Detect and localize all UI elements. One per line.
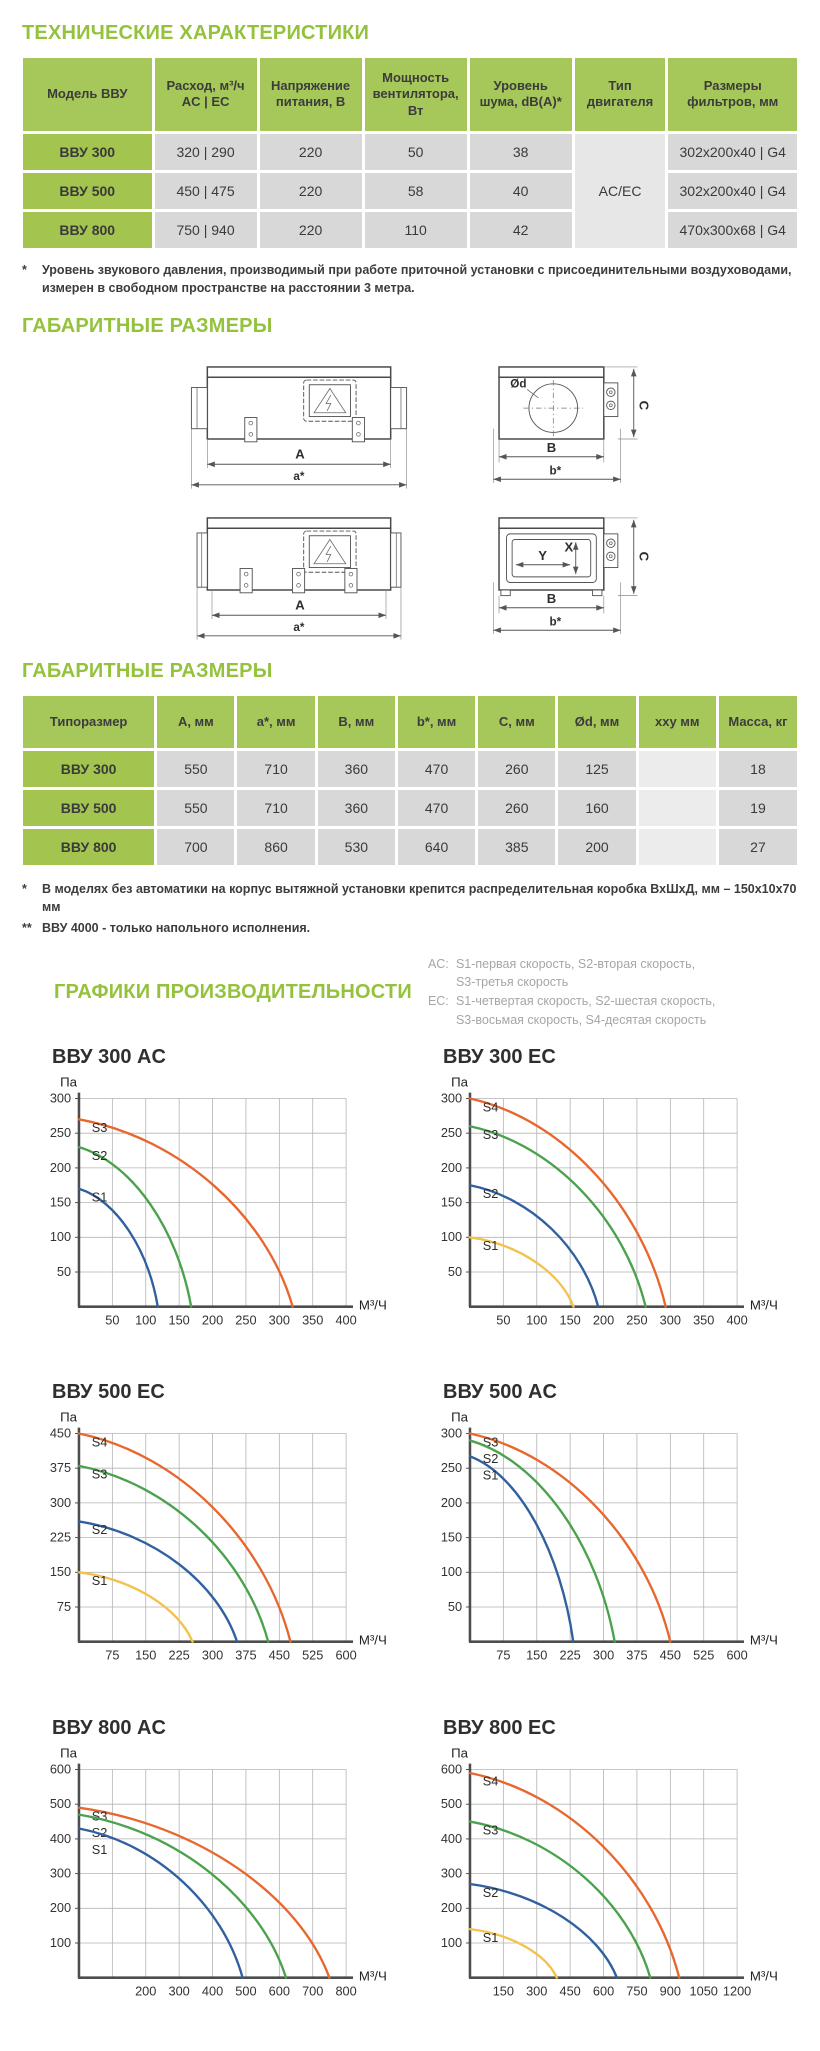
svg-text:S2: S2	[482, 1884, 499, 1900]
dim-label-a-star: a*	[293, 621, 305, 635]
svg-text:100: 100	[49, 1934, 72, 1950]
svg-text:300: 300	[49, 1090, 72, 1106]
svg-text:375: 375	[49, 1460, 72, 1476]
svg-text:700: 700	[302, 1983, 324, 1999]
column-header-motor-type: Тип двигателя	[575, 58, 666, 131]
filter-cell: 302x200x40 | G4	[668, 134, 797, 170]
mounting-bracket	[352, 417, 364, 441]
warning-label-icon	[304, 380, 356, 421]
svg-text:100: 100	[440, 1934, 463, 1950]
dim-cell-empty	[639, 829, 716, 865]
svg-text:75: 75	[105, 1647, 120, 1663]
dim-cell: 260	[478, 751, 555, 787]
table-row	[23, 751, 797, 787]
svg-text:150: 150	[168, 1312, 190, 1328]
svg-text:Па: Па	[451, 1745, 469, 1761]
mounting-bracket	[245, 417, 257, 441]
svg-text:S4: S4	[91, 1434, 108, 1450]
svg-text:150: 150	[492, 1983, 514, 1999]
svg-text:400: 400	[201, 1983, 224, 1999]
cable-gland-box	[604, 534, 618, 568]
footnote-mark: *	[22, 882, 27, 897]
svg-text:200: 200	[440, 1900, 463, 1916]
dim-cell: 200	[558, 829, 635, 865]
svg-text:S1: S1	[91, 1841, 108, 1857]
svg-text:Па: Па	[60, 1074, 78, 1090]
dim-label-Y: Y	[538, 548, 548, 564]
drawing-side-view-rect-duct	[154, 503, 444, 648]
performance-charts-grid	[20, 1036, 800, 2041]
column-header-size-type: Типоразмер	[23, 696, 154, 748]
dim-footnote-1	[22, 880, 798, 916]
svg-text:50: 50	[56, 1263, 72, 1279]
dim-footnote-2	[22, 919, 798, 937]
svg-text:300: 300	[268, 1312, 290, 1328]
svg-text:50: 50	[496, 1312, 511, 1328]
svg-text:100: 100	[49, 1228, 72, 1244]
svg-text:S1: S1	[482, 1467, 499, 1483]
svg-text:Па: Па	[60, 1745, 78, 1761]
dim-label-diameter: Ød	[510, 377, 527, 391]
dim-cell: 470	[398, 751, 475, 787]
dim-cell: 18	[719, 751, 797, 787]
noise-cell: 38	[470, 134, 572, 170]
svg-text:500: 500	[235, 1983, 257, 1999]
svg-text:500: 500	[440, 1796, 463, 1812]
svg-text:S2: S2	[91, 1147, 108, 1163]
noise-cell: 42	[470, 212, 572, 248]
svg-text:200: 200	[592, 1312, 615, 1328]
table-row	[23, 173, 797, 209]
svg-text:Па: Па	[60, 1409, 78, 1425]
power-cell: 50	[365, 134, 467, 170]
svg-text:200: 200	[440, 1159, 463, 1175]
flow-cell: 320 | 290	[155, 134, 257, 170]
fan-curve-chart	[413, 1071, 798, 1366]
svg-text:400: 400	[726, 1312, 748, 1328]
dim-cell-empty	[639, 790, 716, 826]
svg-text:900: 900	[659, 1983, 681, 1999]
dim-label-X: X	[564, 539, 574, 555]
column-header-filter-size: Размеры фильтров, мм	[668, 58, 797, 131]
svg-text:М³/Ч: М³/Ч	[749, 1297, 778, 1313]
svg-text:S2: S2	[482, 1185, 499, 1201]
svg-text:450: 450	[268, 1647, 290, 1663]
svg-text:200: 200	[201, 1312, 224, 1328]
svg-text:S1: S1	[482, 1237, 499, 1253]
svg-text:800: 800	[335, 1983, 357, 1999]
chart-block-vvu-800-ec	[413, 1711, 798, 2037]
svg-text:200: 200	[135, 1983, 157, 1999]
warning-label-icon	[304, 531, 356, 572]
voltage-cell: 220	[260, 134, 362, 170]
dim-cell-empty	[639, 751, 716, 787]
dim-cell: 19	[719, 790, 797, 826]
dim-cell: 530	[318, 829, 395, 865]
motor-type-cell: AC/EC	[575, 134, 666, 248]
dim-cell: 360	[318, 790, 395, 826]
table-row	[23, 790, 797, 826]
svg-text:300: 300	[592, 1647, 615, 1663]
svg-text:50: 50	[447, 1263, 463, 1279]
mounting-bracket	[292, 568, 304, 592]
column-header-A: А, мм	[157, 696, 234, 748]
svg-text:450: 450	[659, 1647, 681, 1663]
svg-text:225: 225	[168, 1647, 190, 1663]
flow-cell: 450 | 475	[155, 173, 257, 209]
svg-text:1200: 1200	[722, 1983, 752, 1999]
technical-characteristics-table	[20, 55, 800, 251]
flow-cell: 750 | 940	[155, 212, 257, 248]
dim-cell: 360	[318, 751, 395, 787]
drawing-end-view-rect-duct	[478, 503, 666, 648]
svg-text:S3: S3	[91, 1808, 108, 1824]
dim-label-C: C	[636, 400, 652, 411]
legend-line-ec: EC: S1-четвертая скорость, S2-шестая скорость,	[427, 994, 716, 1009]
power-cell: 58	[365, 173, 467, 209]
dim-label-B: B	[546, 440, 557, 456]
legend-line-ac-2: S3-третья скорость	[455, 975, 569, 990]
model-cell: ВВУ 500	[23, 173, 152, 209]
svg-text:250: 250	[235, 1312, 257, 1328]
svg-text:225: 225	[559, 1647, 581, 1663]
performance-charts-header	[54, 955, 800, 1030]
dim-cell: 125	[558, 751, 635, 787]
svg-text:S1: S1	[91, 1573, 108, 1589]
dim-label-C: C	[636, 551, 652, 562]
svg-text:400: 400	[335, 1312, 357, 1328]
table-row	[23, 212, 797, 248]
svg-text:250: 250	[49, 1124, 72, 1140]
svg-text:350: 350	[302, 1312, 324, 1328]
footnote-text: ВВУ 4000 - только напольного исполнения.	[42, 920, 311, 935]
dim-cell: 640	[398, 829, 475, 865]
svg-text:75: 75	[496, 1647, 511, 1663]
svg-text:Па: Па	[451, 1409, 469, 1425]
svg-text:М³/Ч: М³/Ч	[358, 1632, 387, 1648]
table-row	[23, 134, 797, 170]
chart-title: ВВУ 300 EC	[443, 1045, 556, 1068]
dim-label-B: B	[546, 591, 557, 607]
fan-curve-chart	[22, 1071, 407, 1366]
dim-cell: 710	[237, 790, 314, 826]
svg-text:525: 525	[693, 1647, 715, 1663]
svg-text:150: 150	[440, 1529, 463, 1545]
footnote-mark: *	[22, 262, 27, 277]
noise-cell: 40	[470, 173, 572, 209]
dim-label-b-star: b*	[549, 464, 562, 478]
svg-text:100: 100	[440, 1564, 463, 1580]
svg-text:250: 250	[626, 1312, 648, 1328]
dim-cell: 710	[237, 751, 314, 787]
dim-label-A: A	[295, 597, 305, 613]
mounting-bracket	[345, 568, 357, 592]
model-cell: ВВУ 300	[23, 134, 152, 170]
column-header-noise: Уровень шума, dB(A)*	[470, 58, 572, 131]
svg-text:600: 600	[726, 1647, 748, 1663]
column-header-flow: Расход, м³/ч AC | EC	[155, 58, 257, 131]
column-header-diameter: Ød, мм	[558, 696, 635, 748]
dim-cell: 470	[398, 790, 475, 826]
svg-text:М³/Ч: М³/Ч	[358, 1297, 387, 1313]
svg-text:М³/Ч: М³/Ч	[749, 1632, 778, 1648]
svg-text:750: 750	[626, 1983, 648, 1999]
dim-cell: 260	[478, 790, 555, 826]
svg-text:300: 300	[168, 1983, 190, 1999]
svg-text:600: 600	[335, 1647, 357, 1663]
svg-text:150: 150	[49, 1194, 72, 1210]
svg-text:350: 350	[693, 1312, 715, 1328]
drawing-side-view-round-duct	[154, 352, 444, 497]
dim-label-b-star: b*	[549, 615, 562, 629]
footnote-mark: **	[22, 920, 32, 935]
chart-block-vvu-300-ec	[413, 1040, 798, 1366]
column-header-mass: Масса, кг	[719, 696, 797, 748]
svg-text:S3: S3	[482, 1126, 499, 1142]
model-cell: ВВУ 300	[23, 751, 154, 787]
svg-text:450: 450	[49, 1425, 72, 1441]
voltage-cell: 220	[260, 173, 362, 209]
svg-text:S2: S2	[91, 1825, 108, 1841]
svg-text:400: 400	[49, 1830, 72, 1846]
svg-text:50: 50	[105, 1312, 120, 1328]
dim-cell: 860	[237, 829, 314, 865]
dim-cell: 700	[157, 829, 234, 865]
chart-title: ВВУ 500 AC	[443, 1381, 557, 1404]
chart-block-vvu-300-ac	[22, 1040, 407, 1366]
svg-text:150: 150	[440, 1194, 463, 1210]
model-cell: ВВУ 800	[23, 829, 154, 865]
footnote-text: Уровень звукового давления, производимый при работе приточной установки с присоединительными воздуховодами, измерен в свободном пространстве на расстоянии 3 метра.	[42, 262, 792, 295]
chart-title: ВВУ 800 EC	[443, 1716, 556, 1739]
svg-text:250: 250	[440, 1124, 463, 1140]
svg-text:М³/Ч: М³/Ч	[749, 1968, 778, 1984]
svg-text:300: 300	[526, 1983, 548, 1999]
column-header-model: Модель ВВУ	[23, 58, 152, 131]
dim-label-a-star: a*	[293, 470, 305, 484]
chart-block-vvu-500-ec	[22, 1375, 407, 1701]
svg-text:200: 200	[49, 1900, 72, 1916]
legend-line-ec-2: S3-восьмая скорость, S4-десятая скорость	[455, 1012, 707, 1027]
svg-text:300: 300	[201, 1647, 224, 1663]
svg-text:Па: Па	[451, 1074, 469, 1090]
svg-text:300: 300	[49, 1865, 72, 1881]
svg-text:S3: S3	[91, 1119, 108, 1135]
svg-text:75: 75	[56, 1599, 72, 1615]
svg-text:600: 600	[268, 1983, 290, 1999]
svg-text:S4: S4	[482, 1098, 499, 1114]
svg-text:250: 250	[440, 1460, 463, 1476]
svg-text:375: 375	[626, 1647, 648, 1663]
section-title-dimensions-table: ГАБАРИТНЫЕ РАЗМЕРЫ	[22, 660, 273, 682]
table-row	[23, 829, 797, 865]
filter-cell: 302x200x40 | G4	[668, 173, 797, 209]
svg-text:1050: 1050	[689, 1983, 718, 1999]
dim-cell: 27	[719, 829, 797, 865]
svg-text:375: 375	[235, 1647, 257, 1663]
dim-cell: 550	[157, 751, 234, 787]
svg-text:S4: S4	[482, 1773, 499, 1789]
svg-text:200: 200	[440, 1495, 463, 1511]
fan-curve-chart	[413, 1742, 798, 2037]
cable-gland-box	[604, 383, 618, 417]
svg-text:300: 300	[659, 1312, 681, 1328]
dim-cell: 550	[157, 790, 234, 826]
dim-cell: 160	[558, 790, 635, 826]
svg-text:225: 225	[49, 1529, 72, 1545]
svg-text:М³/Ч: М³/Ч	[358, 1968, 387, 1984]
svg-text:150: 150	[559, 1312, 581, 1328]
dimensional-drawings	[40, 352, 780, 648]
chart-title: ВВУ 300 AC	[52, 1045, 166, 1068]
section-title-performance-charts: ГРАФИКИ ПРОИЗВОДИТЕЛЬНОСТИ	[54, 980, 412, 1003]
fan-curve-chart	[22, 1406, 407, 1701]
column-header-B: В, мм	[318, 696, 395, 748]
footnote-text: В моделях без автоматики на корпус вытяжной установки крепится распределительная коробка ВхШхД, мм – 150x10x70 мм	[42, 882, 797, 915]
svg-text:500: 500	[49, 1796, 72, 1812]
chart-block-vvu-800-ac	[22, 1711, 407, 2037]
svg-text:S1: S1	[482, 1929, 499, 1945]
noise-footnote	[22, 261, 798, 297]
svg-text:S1: S1	[91, 1189, 108, 1205]
svg-text:100: 100	[135, 1312, 157, 1328]
section-title-technical-characteristics: ТЕХНИЧЕСКИЕ ХАРАКТЕРИСТИКИ	[22, 22, 370, 44]
column-header-voltage: Напряжение питания, В	[260, 58, 362, 131]
svg-text:S2: S2	[91, 1522, 108, 1538]
dim-cell: 385	[478, 829, 555, 865]
power-cell: 110	[365, 212, 467, 248]
column-header-fan-power: Мощность вентилятора, Вт	[365, 58, 467, 131]
model-cell: ВВУ 500	[23, 790, 154, 826]
dim-label-A: A	[295, 446, 305, 462]
mounting-bracket	[240, 568, 252, 592]
chart-block-vvu-500-ac	[413, 1375, 798, 1701]
chart-title: ВВУ 500 EC	[52, 1381, 165, 1404]
filter-cell: 470x300x68 | G4	[668, 212, 797, 248]
svg-text:300: 300	[49, 1495, 72, 1511]
section-title-dimensions-drawings: ГАБАРИТНЫЕ РАЗМЕРЫ	[22, 315, 273, 337]
svg-text:S3: S3	[482, 1434, 499, 1450]
column-header-xxy: xxy мм	[639, 696, 716, 748]
svg-text:100: 100	[440, 1228, 463, 1244]
svg-text:200: 200	[49, 1159, 72, 1175]
fan-curve-chart	[22, 1742, 407, 2037]
svg-text:150: 150	[135, 1647, 157, 1663]
svg-text:300: 300	[440, 1090, 463, 1106]
svg-text:S2: S2	[482, 1451, 499, 1467]
column-header-b-star: b*, мм	[398, 696, 475, 748]
fan-curve-chart	[413, 1406, 798, 1701]
svg-text:525: 525	[302, 1647, 324, 1663]
svg-text:600: 600	[49, 1761, 72, 1777]
drawing-end-view-round-duct	[478, 352, 666, 497]
svg-text:150: 150	[49, 1564, 72, 1580]
svg-text:450: 450	[559, 1983, 581, 1999]
svg-text:300: 300	[440, 1865, 463, 1881]
legend-line-ac: AC: S1-первая скорость, S2-вторая скорость,	[427, 956, 696, 971]
svg-text:S3: S3	[482, 1822, 499, 1838]
model-cell: ВВУ 800	[23, 212, 152, 248]
svg-text:400: 400	[440, 1830, 463, 1846]
chart-title: ВВУ 800 AC	[52, 1716, 166, 1739]
svg-text:150: 150	[526, 1647, 548, 1663]
column-header-a-star: a*, мм	[237, 696, 314, 748]
svg-text:300: 300	[440, 1425, 463, 1441]
svg-text:600: 600	[440, 1761, 463, 1777]
svg-text:600: 600	[592, 1983, 615, 1999]
svg-text:100: 100	[526, 1312, 548, 1328]
voltage-cell: 220	[260, 212, 362, 248]
svg-text:50: 50	[447, 1599, 463, 1615]
column-header-C: С, мм	[478, 696, 555, 748]
speeds-legend	[428, 955, 715, 1030]
svg-text:S3: S3	[91, 1466, 108, 1482]
dimensions-table	[20, 693, 800, 868]
